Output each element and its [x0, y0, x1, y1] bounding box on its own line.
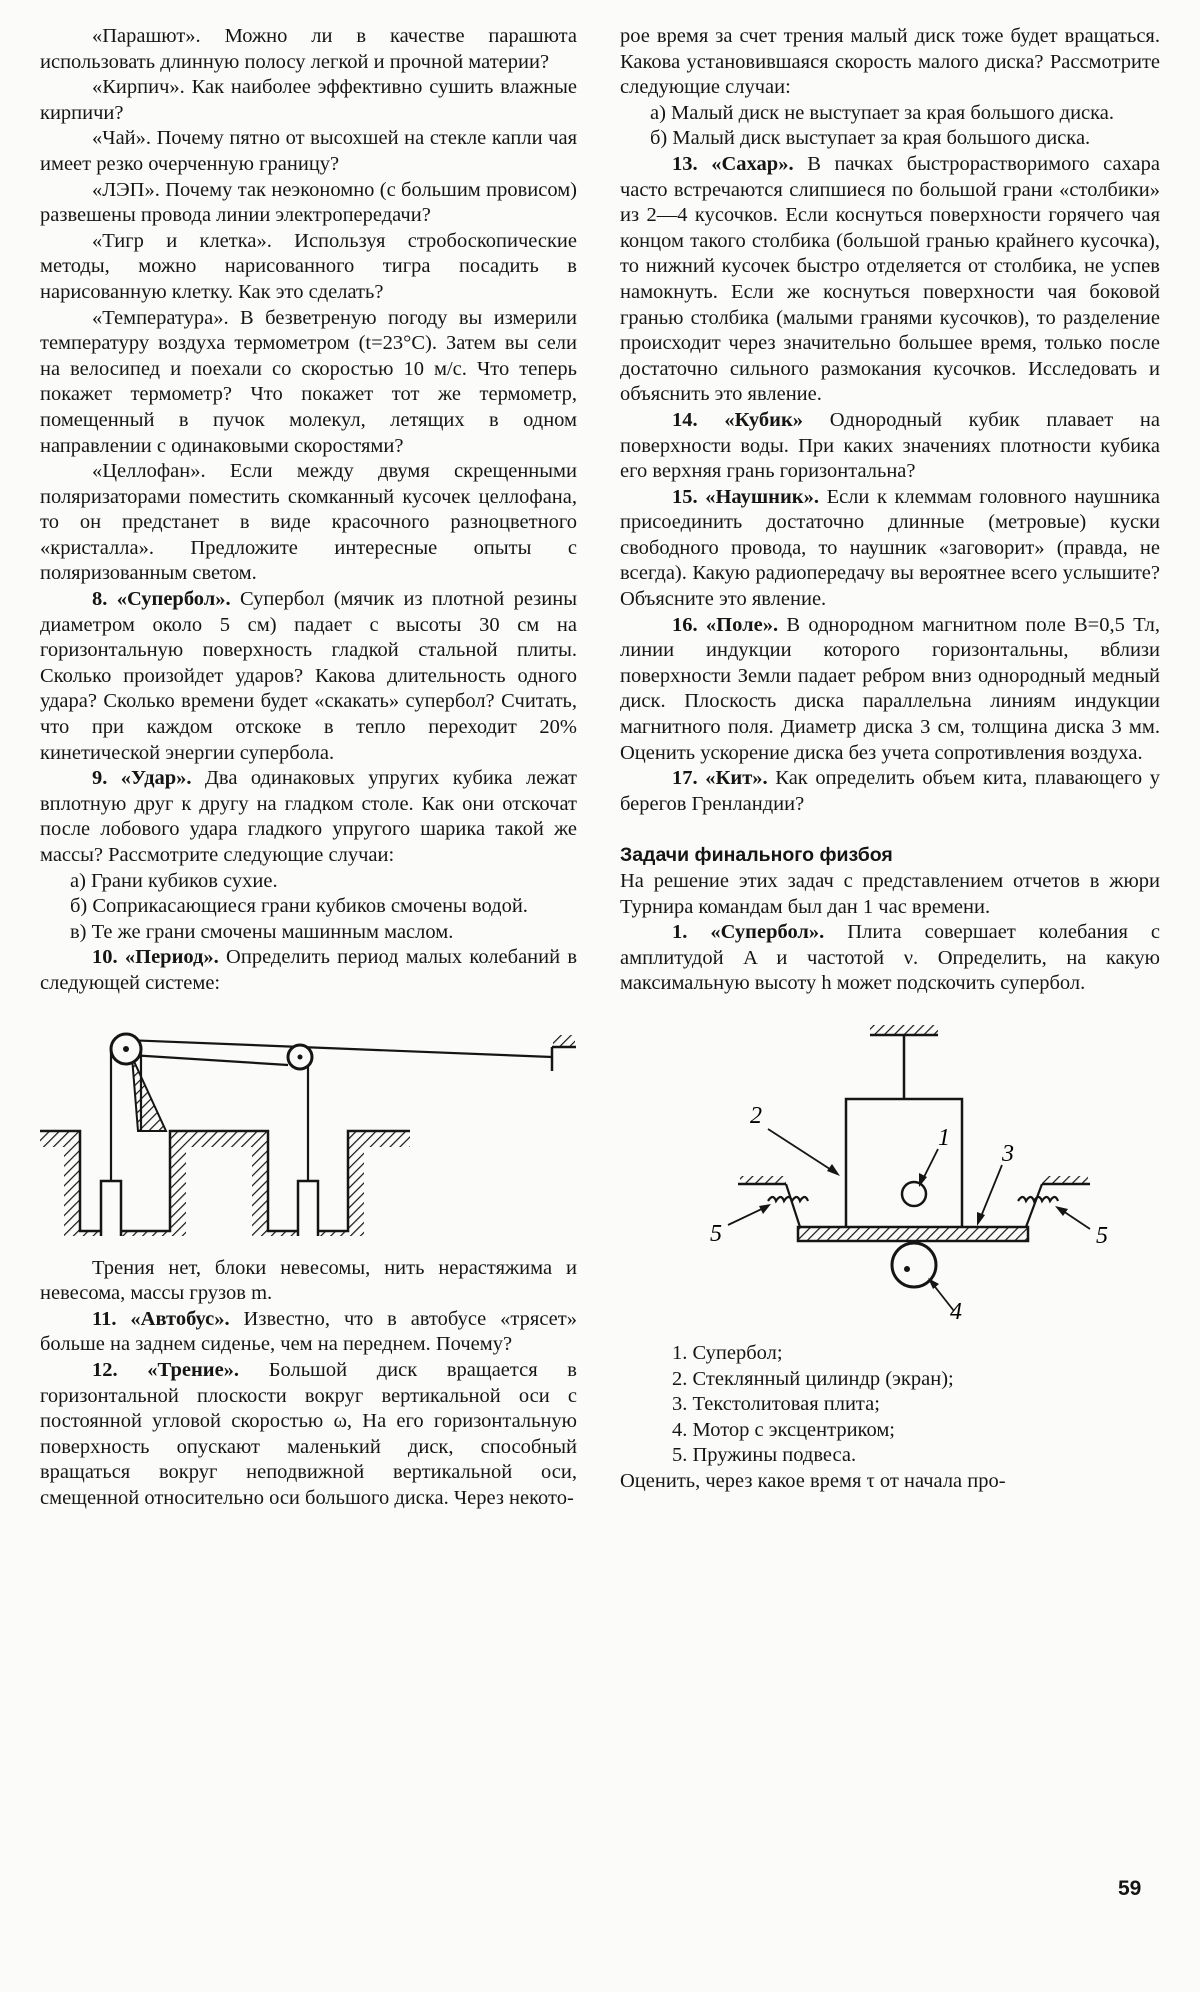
final-problem-1-title: 1. «Супербол».	[672, 921, 825, 944]
textolite-plate	[798, 1227, 1028, 1241]
final-problem-1-text: Плита совершает колебания с амплитудой A и частотой ν. Определить, на какую максимальную высоту h может подскочить супербол.	[620, 921, 1160, 995]
figure-legend	[620, 1341, 1160, 1469]
problem-15-title: 15. «Наушник».	[672, 485, 819, 508]
label-5-left: 5	[710, 1220, 722, 1247]
final-problem-1	[620, 920, 1160, 997]
problem-13-title: 13. «Сахар».	[672, 152, 794, 175]
right-weight	[298, 1181, 318, 1236]
problem-15	[620, 485, 1160, 613]
problem-9-case-b: б) Соприкасающиеся грани кубиков смочены водой.	[70, 895, 528, 918]
left-weight	[101, 1181, 121, 1236]
problem-12-text: Большой диск вращается в горизонтальной плоскости вокруг вертикальной оси с постоянной угловой скоростью ω, На его горизонтальную поверхность опускают маленький диск, способный вращаться вокруг неподвижной вертикальной оси, смещенной относительно оси большого диска. Через некото-	[40, 1358, 577, 1509]
problem-17	[620, 766, 1160, 817]
problem-9-title: 9. «Удар».	[92, 767, 192, 790]
label-5-right: 5	[1096, 1222, 1108, 1249]
problem-8-title: 8. «Супербол».	[92, 588, 231, 611]
problem-12-case-b: б) Малый диск выступает за края большого диска.	[650, 127, 1091, 150]
problem-15-text: Если к клеммам головного наушника присоединить достаточно длинные (метровые) куски свободного провода, то наушник «заговорит» (правда, не всегда). Какую радиопередачу вы вероятнее всего услышите? Объясните это явление.	[620, 485, 1160, 611]
problem-tea: «Чай». Почему пятно от высохшей на стекле капли чая имеет резко очерченную границу?	[40, 127, 577, 175]
legend-item: 1. Супербол;	[672, 1341, 783, 1364]
glass-cylinder	[846, 1099, 962, 1227]
problem-10	[40, 945, 577, 996]
problem-8-text: Супербол (мячик из плотной резины диаметром около 5 см) падает с высоты 30 см на горизонтальную поверхность гладкой стальной плиты. Сколько произойдет ударов? Какова длительность одного удара? Сколько времени будет «скакать» супербол? Считать, что при каждом отскоке в тепло переходит 20% кинетической энергии супербола.	[40, 588, 577, 764]
superball-apparatus-figure	[620, 1021, 1160, 1321]
figure-1-caption: Трения нет, блоки невесомы, нить нерастяжима и невесома, массы грузов m.	[40, 1256, 577, 1305]
problem-10-text: Определить период малых колебаний в следующей системе:	[40, 946, 578, 994]
pulley-system-figure	[40, 1021, 577, 1236]
problem-9-case-a: а) Грани кубиков сухие.	[70, 869, 278, 892]
problem-11-title: 11. «Автобус».	[92, 1307, 230, 1330]
problem-14-text: Однородный кубик плавает на поверхности воды. При каких значениях плотности кубика его верхняя грань горизонтальна?	[620, 408, 1160, 483]
final-problem-1-continued: Оценить, через какое время τ от начала про-	[620, 1469, 1006, 1492]
right-column	[620, 24, 1160, 1495]
problem-9-case-c: в) Те же грани смочены машинным маслом.	[70, 920, 454, 943]
problem-16	[620, 613, 1160, 767]
problem-12-case-a: а) Малый диск не выступает за края большого диска.	[650, 101, 1115, 124]
problem-12	[40, 1358, 577, 1512]
pulley-support	[132, 1057, 166, 1131]
problem-12-title: 12. «Трение».	[92, 1358, 240, 1381]
left-column	[40, 24, 577, 1512]
problem-power-line: «ЛЭП». Почему так неэкономно (с большим провисом) развешены провода линии электропередачи?	[40, 178, 577, 227]
problem-13-text: В пачках быстрорастворимого сахара часто встречаются слипшиеся по большой грани «столбики» из 2—4 кусочков. Если коснуться поверхности горячего чая концом такого столбика (большой гранью крайнего кусочка), то нижний кусочек быстро отделяется от столбика, не успев намокнуть. Если же коснуться поверхности чая боковой гранью столбика (малыми гранями кусочков), то разделение происходит через значительно большее время, только после достаточно сильного размокания кусочков. Исследовать и объяснить это явление.	[620, 152, 1161, 406]
legend-item: 2. Стеклянный цилиндр (экран);	[672, 1367, 954, 1390]
page-number: 59	[1118, 1877, 1142, 1900]
problem-12-continued: рое время за счет трения малый диск тоже будет вращаться. Какова установившаяся скорость малого диска? Рассмотрите следующие случаи:	[620, 25, 1160, 99]
superball	[902, 1182, 926, 1206]
problem-10-title: 10. «Период».	[92, 946, 219, 969]
problem-9	[40, 766, 577, 868]
problem-14	[620, 408, 1160, 485]
problem-tiger-cage: «Тигр и клетка». Используя стробоскопические методы, можно нарисованного тигра посадить в нарисованную клетку. Как это сделать?	[40, 229, 577, 303]
legend-item: 4. Мотор с эксцентриком;	[672, 1418, 895, 1441]
label-4: 4	[950, 1298, 962, 1321]
problem-11	[40, 1307, 577, 1358]
problem-17-text: Как определить объем кита, плавающего у берегов Гренландии?	[620, 767, 1160, 815]
label-2: 2	[750, 1102, 762, 1129]
problem-temperature: «Температура». В безветреную погоду вы измерили температуру воздуха термометром (t=23°C). Затем вы сели на велосипед и поехали со скоростью 10 м/с. Что теперь покажет термометр? Что покажет тот же термометр, помещенный в пучок молекул, летящих в одном направлении с одинаковыми скоростями?	[40, 306, 577, 457]
problem-parachute: «Парашют». Можно ли в качестве парашюта использовать длинную полосу легкой и прочной материи?	[40, 25, 577, 73]
left-spring	[768, 1197, 808, 1201]
problem-16-text: В однородном магнитном поле B=0,5 Тл, линии индукции которого горизонтальны, вблизи поверхности Земли падает ребром вниз однородный медный диск. Плоскость диска параллельна линиям индукции магнитного поля. Диаметр диска 3 см, толщина диска 3 мм. Оценить ускорение диска без учета сопротивления воздуха.	[620, 613, 1160, 764]
problem-13	[620, 152, 1160, 408]
legend-item: 5. Пружины подвеса.	[672, 1444, 857, 1467]
problem-11-text: Известно, что в автобусе «трясет» больше на заднем сиденье, чем на переднем. Почему?	[40, 1307, 577, 1356]
final-section-intro: На решение этих задач с представлением отчетов в жюри Турнира командам был дан 1 час времени.	[620, 870, 1160, 918]
legend-item: 3. Текстолитовая плита;	[672, 1393, 880, 1416]
problem-17-title: 17. «Кит».	[672, 767, 768, 790]
problem-16-title: 16. «Поле».	[672, 613, 779, 636]
problem-cellophane: «Целлофан». Если между двумя скрещенными поляризаторами поместить скомканный кусочек целлофана, то он предстанет в виде красочного разноцветного «кристалла». Предложите интересные опыты с поляризованным светом.	[40, 460, 577, 585]
problem-8	[40, 587, 577, 766]
final-section-heading: Задачи финального физбоя	[620, 844, 893, 867]
problem-9-text: Два одинаковых упругих кубика лежат вплотную друг к другу на гладком столе. Как они отскочат после лобового удара гладкого упругого шарика такой же массы? Рассмотрите следующие случаи:	[40, 767, 577, 866]
wall	[553, 1035, 575, 1047]
label-3: 3	[1002, 1140, 1014, 1167]
ground-hatching	[40, 1131, 410, 1236]
problem-14-title: 14. «Кубик»	[672, 408, 804, 431]
right-spring	[1018, 1197, 1058, 1201]
problem-brick: «Кирпич». Как наиболее эффективно сушить влажные кирпичи?	[40, 76, 577, 124]
label-1: 1	[938, 1124, 950, 1151]
